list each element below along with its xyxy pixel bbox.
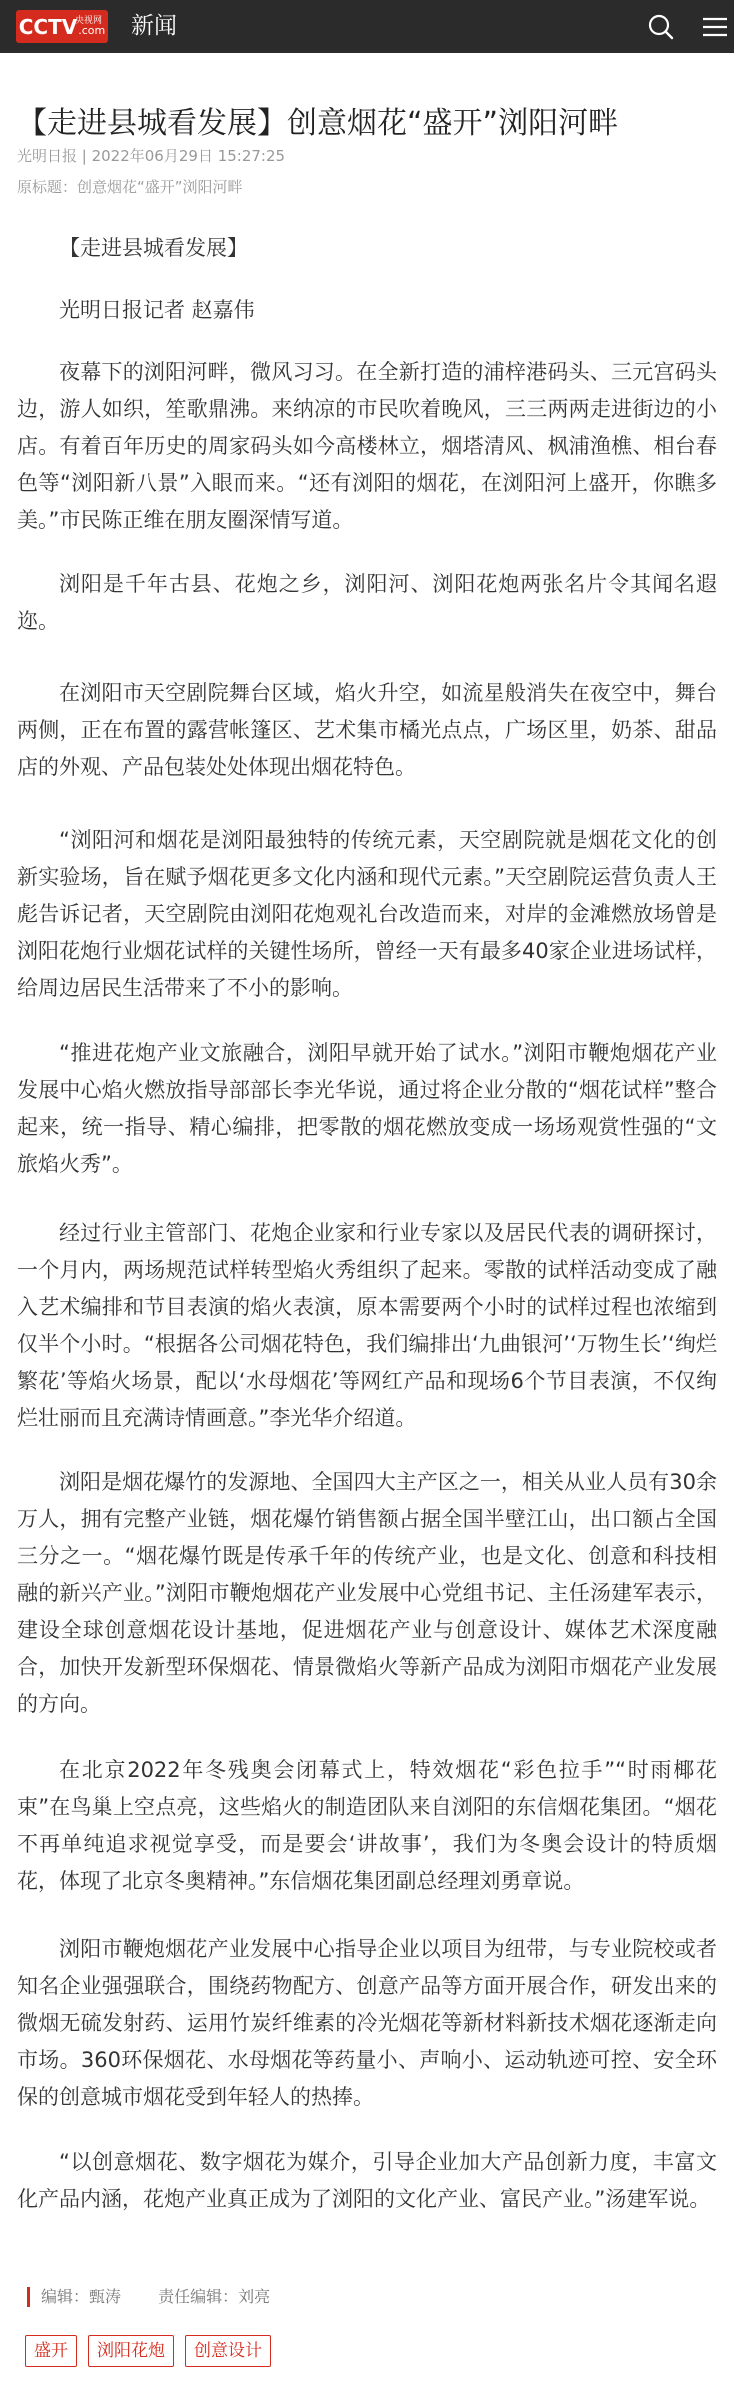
- logo-com-text: .com: [78, 24, 106, 37]
- tag-list: [25, 2335, 271, 2367]
- logo-main-text: CCTV: [18, 14, 78, 39]
- chief-editor-name: 责任编辑：刘亮: [158, 2287, 271, 2306]
- paragraph: 浏阳市鞭炮烟花产业发展中心指导企业以项目为纽带，与专业院校或者知名企业强强联合，围绕药物配方、创意产品等方面开展合作，研发出来的微烟无硫发射药、运用竹炭纤维素的冷光烟花等新材料新技术烟花逐渐走向市场。360环保烟花、水母烟花等药量小、声响小、运动轨迹可控、安全环保的创意城市烟花受到年轻人的热捧。: [17, 1937, 717, 2109]
- logo-small-text: 央视网: [74, 16, 102, 26]
- paragraph: “浏阳河和烟花是浏阳最独特的传统元素，天空剧院就是烟花文化的创新实验场，旨在赋予烟花更多文化内涵和现代元素。”天空剧院运营负责人王彪告诉记者，天空剧院由浏阳花炮观礼台改造而来，对岸的金滩燃放场曾是浏阳花炮行业烟花试样的关键性场所，曾经一天有最多40家企业进场试样，给周边居民生活带来了不小的影响。: [17, 828, 717, 1000]
- menu-icon[interactable]: [700, 12, 730, 42]
- byline: 光明日报记者 赵嘉伟: [59, 298, 255, 322]
- column-label: 【走进县城看发展】: [59, 236, 248, 260]
- search-icon[interactable]: [646, 12, 676, 42]
- tag-button[interactable]: 浏阳花炮: [88, 2335, 174, 2367]
- top-navigation-bar: [0, 0, 734, 53]
- paragraph: 夜幕下的浏阳河畔，微风习习。在全新打造的浦梓港码头、三元宫码头边，游人如织，笙歌鼎沸。来纳凉的市民吹着晚风，三三两两走进街边的小店。有着百年历史的周家码头如今高楼林立，烟塔清风、枫浦渔樵、相台春色等“浏阳新八景”入眼而来。“还有浏阳的烟花，在浏阳河上盛开，你瞧多美。”市民陈正维在朋友圈深情写道。: [17, 360, 717, 532]
- article-title: 【走进县城看发展】创意烟花“盛开”浏阳河畔: [17, 106, 619, 142]
- paragraph: 浏阳是烟花爆竹的发源地、全国四大主产区之一，相关从业人员有30余万人，拥有完整产业链，烟花爆竹销售额占据全国半壁江山，出口额占全国三分之一。“烟花爆竹既是传承千年的传统产业，也是文化、创意和科技相融的新兴产业。”浏阳市鞭炮烟花产业发展中心党组书记、主任汤建军表示，建设全球创意烟花设计基地，促进烟花产业与创意设计、媒体艺术深度融合，加快开发新型环保烟花、情景微焰火等新产品成为浏阳市烟花产业发展的方向。: [17, 1470, 717, 1716]
- paragraph: “以创意烟花、数字烟花为媒介，引导企业加大产品创新力度，丰富文化产品内涵，花炮产业真正成为了浏阳的文化产业、富民产业。”汤建军说。: [17, 2150, 717, 2211]
- original-title: 原标题：创意烟花“盛开”浏阳河畔: [17, 178, 243, 196]
- paragraph: 在浏阳市天空剧院舞台区域，焰火升空，如流星般消失在夜空中，舞台两侧，正在布置的露营帐篷区、艺术集市橘光点点，广场区里，奶茶、甜品店的外观、产品包装处处体现出烟花特色。: [17, 681, 717, 779]
- tag-button[interactable]: 盛开: [25, 2335, 77, 2367]
- cctv-logo[interactable]: [16, 10, 108, 43]
- channel-title[interactable]: 新闻: [131, 13, 177, 39]
- article-source-date: 光明日报 | 2022年06月29日 15:27:25: [17, 147, 286, 165]
- paragraph: “推进花炮产业文旅融合，浏阳早就开始了试水。”浏阳市鞭炮烟花产业发展中心焰火燃放指导部部长李光华说，通过将企业分散的“烟花试样”整合起来，统一指导、精心编排，把零散的烟花燃放变成一场场观赏性强的“文旅焰火秀”。: [17, 1041, 717, 1176]
- editor-name: 编辑：甄涛: [41, 2287, 122, 2306]
- tag-button[interactable]: 创意设计: [185, 2335, 271, 2367]
- paragraph: 经过行业主管部门、花炮企业家和行业专家以及居民代表的调研探讨，一个月内，两场规范试样转型焰火秀组织了起来。零散的试样活动变成了融入艺术编排和节目表演的焰火表演，原本需要两个小时的试样过程也浓缩到仅半个小时。“根据各公司烟花特色，我们编排出‘九曲银河’‘万物生长’‘绚烂繁花’等焰火场景，配以‘水母烟花’等网红产品和现场6个节目表演，不仅绚烂壮丽而且充满诗情画意。”李光华介绍道。: [17, 1221, 717, 1430]
- editor-info: [27, 2287, 302, 2307]
- paragraph: 在北京2022年冬残奥会闭幕式上，特效烟花“彩色拉手”“时雨椰花束”在鸟巢上空点亮，这些焰火的制造团队来自浏阳的东信烟花集团。“烟花不再单纯追求视觉享受，而是要会‘讲故事’，我们为冬奥会设计的特质烟花，体现了北京冬奥精神。”东信烟花集团副总经理刘勇章说。: [17, 1758, 717, 1893]
- paragraph: 浏阳是千年古县、花炮之乡，浏阳河、浏阳花炮两张名片令其闻名遐迩。: [17, 572, 717, 633]
